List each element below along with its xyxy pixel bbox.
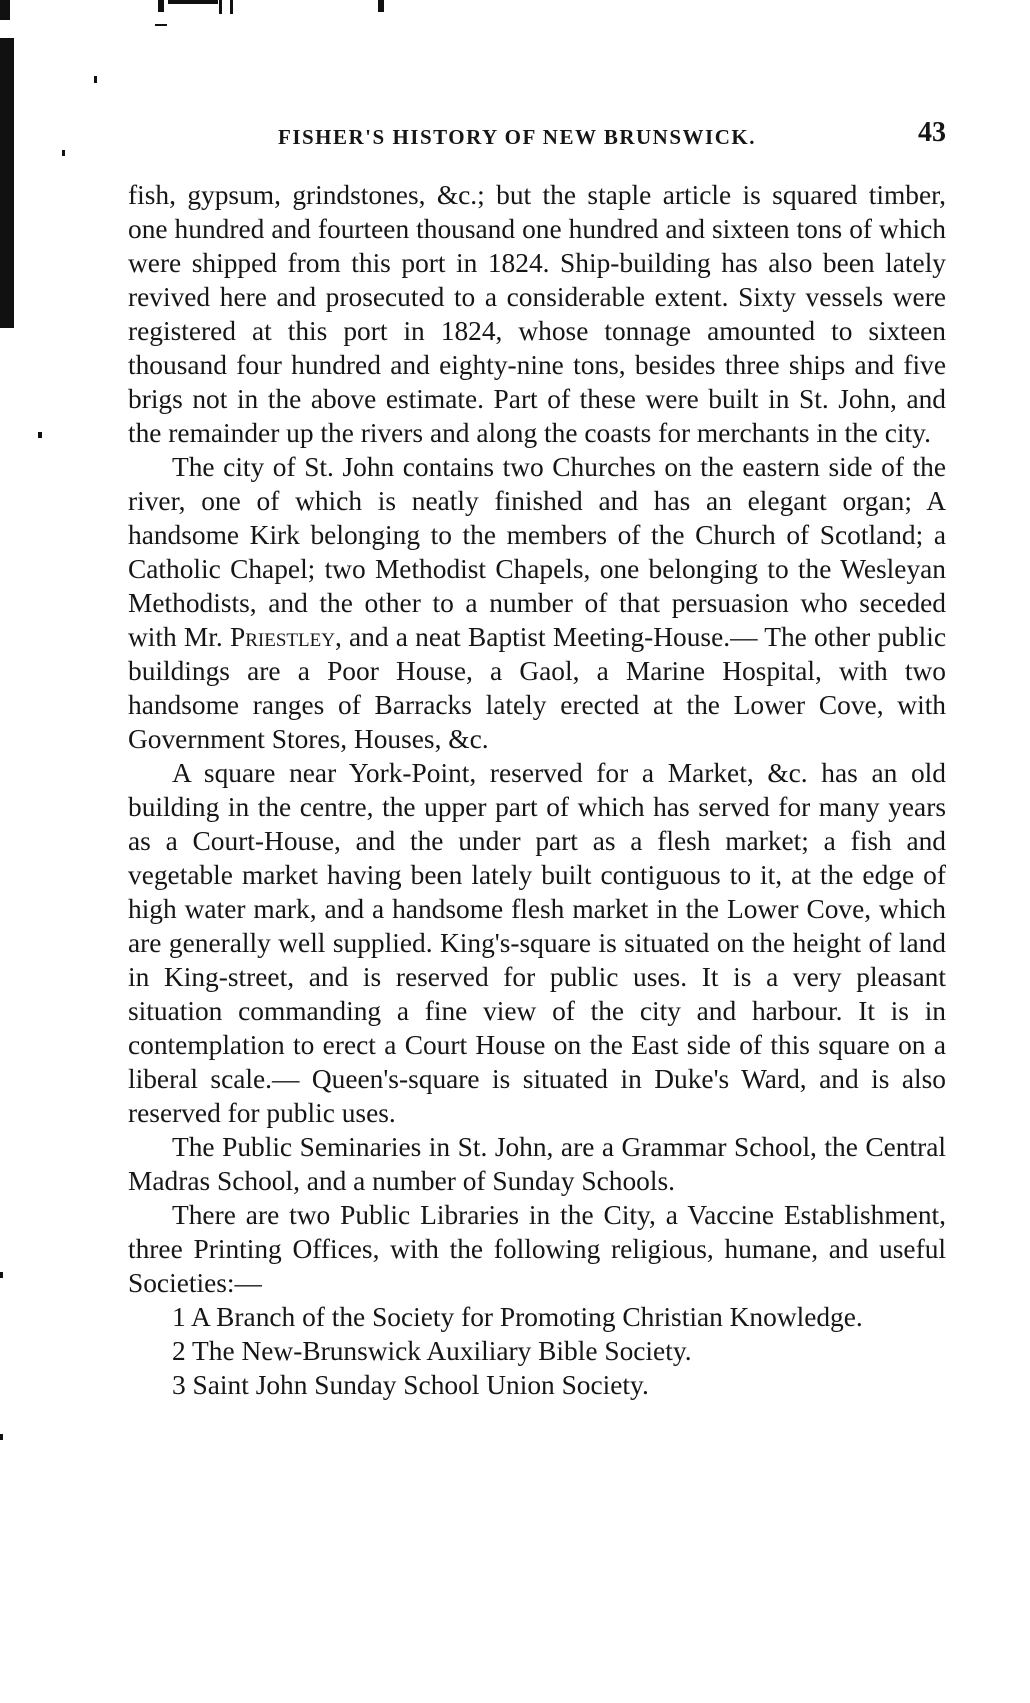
scan-artifact-left-bar <box>0 38 14 328</box>
scan-artifact-top-2 <box>168 0 218 4</box>
scan-artifact-left-dot-1 <box>94 76 97 83</box>
scan-artifact-top-1 <box>158 0 164 12</box>
paragraph-2 <box>128 450 946 756</box>
scan-artifact-top-3 <box>219 0 222 14</box>
scan-artifact-left-dot-5 <box>0 1434 3 1440</box>
scan-artifact-top-left <box>0 0 10 20</box>
paragraph-1: fish, gypsum, grindstones, &c.; but the staple article is squared timber, one hundred and fourteen thousand one hundred and sixteen tons of which were shipped from this port in 1824. Ship-building has also been lately revived here and prosecuted to a considerable extent. Sixty vessels were registered at this port in 1824, whose tonnage amounted to sixteen thousand four hundred and eighty-nine tons, besides three ships and five brigs not in the above estimate. Part of these were built in St. John, and the remainder up the rivers and along the coasts for merchants in the city. <box>128 180 946 448</box>
society-item-2: 2 The New-Brunswick Auxiliary Bible Society. <box>172 1336 692 1366</box>
paragraph-2-part-1: The city of St. John contains two Churches on the eastern side of the river, one of which is neatly finished and has an elegant organ; A handsome Kirk belonging to the members of the Church of Scotland; a Catholic Chapel; two Methodist Chapels, one belonging to the Wesleyan Methodists, and the other to a number of that persuasion who seceded with Mr. <box>128 452 946 652</box>
paragraph-3: A square near York-Point, reserved for a Market, &c. has an old building in the centre, the upper part of which has served for many years as a Court-House, and the under part as a flesh market; a fish and vegetable market having been lately built contiguous to it, at the edge of high water mark, and a handsome flesh market in the Lower Cove, which are generally well supplied. King's-square is situated on the height of land in King-street, and is reserved for public uses. It is a very pleasant situation commanding a fine view of the city and harbour. It is in contemplation to erect a Court House on the East side of this square on a liberal scale.— Queen's-square is situated in Duke's Ward, and is also reserved for public uses. <box>128 758 946 1128</box>
society-item-1: 1 A Branch of the Society for Promoting Christian Knowledge. <box>172 1302 863 1332</box>
scan-artifact-top-5 <box>378 0 384 12</box>
running-header <box>128 117 946 157</box>
scan-artifact-left-dot-2 <box>62 150 65 156</box>
scan-artifact-left-dot-3 <box>38 432 42 438</box>
scan-artifact-left-dot-4 <box>0 1272 3 1278</box>
running-title: FISHER'S HISTORY OF NEW BRUNSWICK. <box>278 125 756 149</box>
scan-artifact-top-4 <box>230 0 233 14</box>
paragraph-5: There are two Public Libraries in the City, a Vaccine Establishment, three Printing Offices, with the following religious, humane, and useful Societies:— <box>128 1200 946 1298</box>
person-name-priestley: Priestley <box>229 622 335 652</box>
society-item-3: 3 Saint John Sunday School Union Society. <box>172 1370 649 1400</box>
paragraph-2-part-2: , and a neat Baptist Meeting-House.— The other public buildings are a Poor House, a Gaol, a Marine Hospital, with two handsome ranges of Barracks lately erected at the Lower Cove, with Government Stores, Houses, &c. <box>128 622 946 754</box>
scan-artifact-dash <box>155 24 167 26</box>
page-body <box>128 178 946 1402</box>
page-number: 43 <box>918 117 946 148</box>
paragraph-4: The Public Seminaries in St. John, are a Grammar School, the Central Madras School, and a number of Sunday Schools. <box>128 1132 946 1196</box>
